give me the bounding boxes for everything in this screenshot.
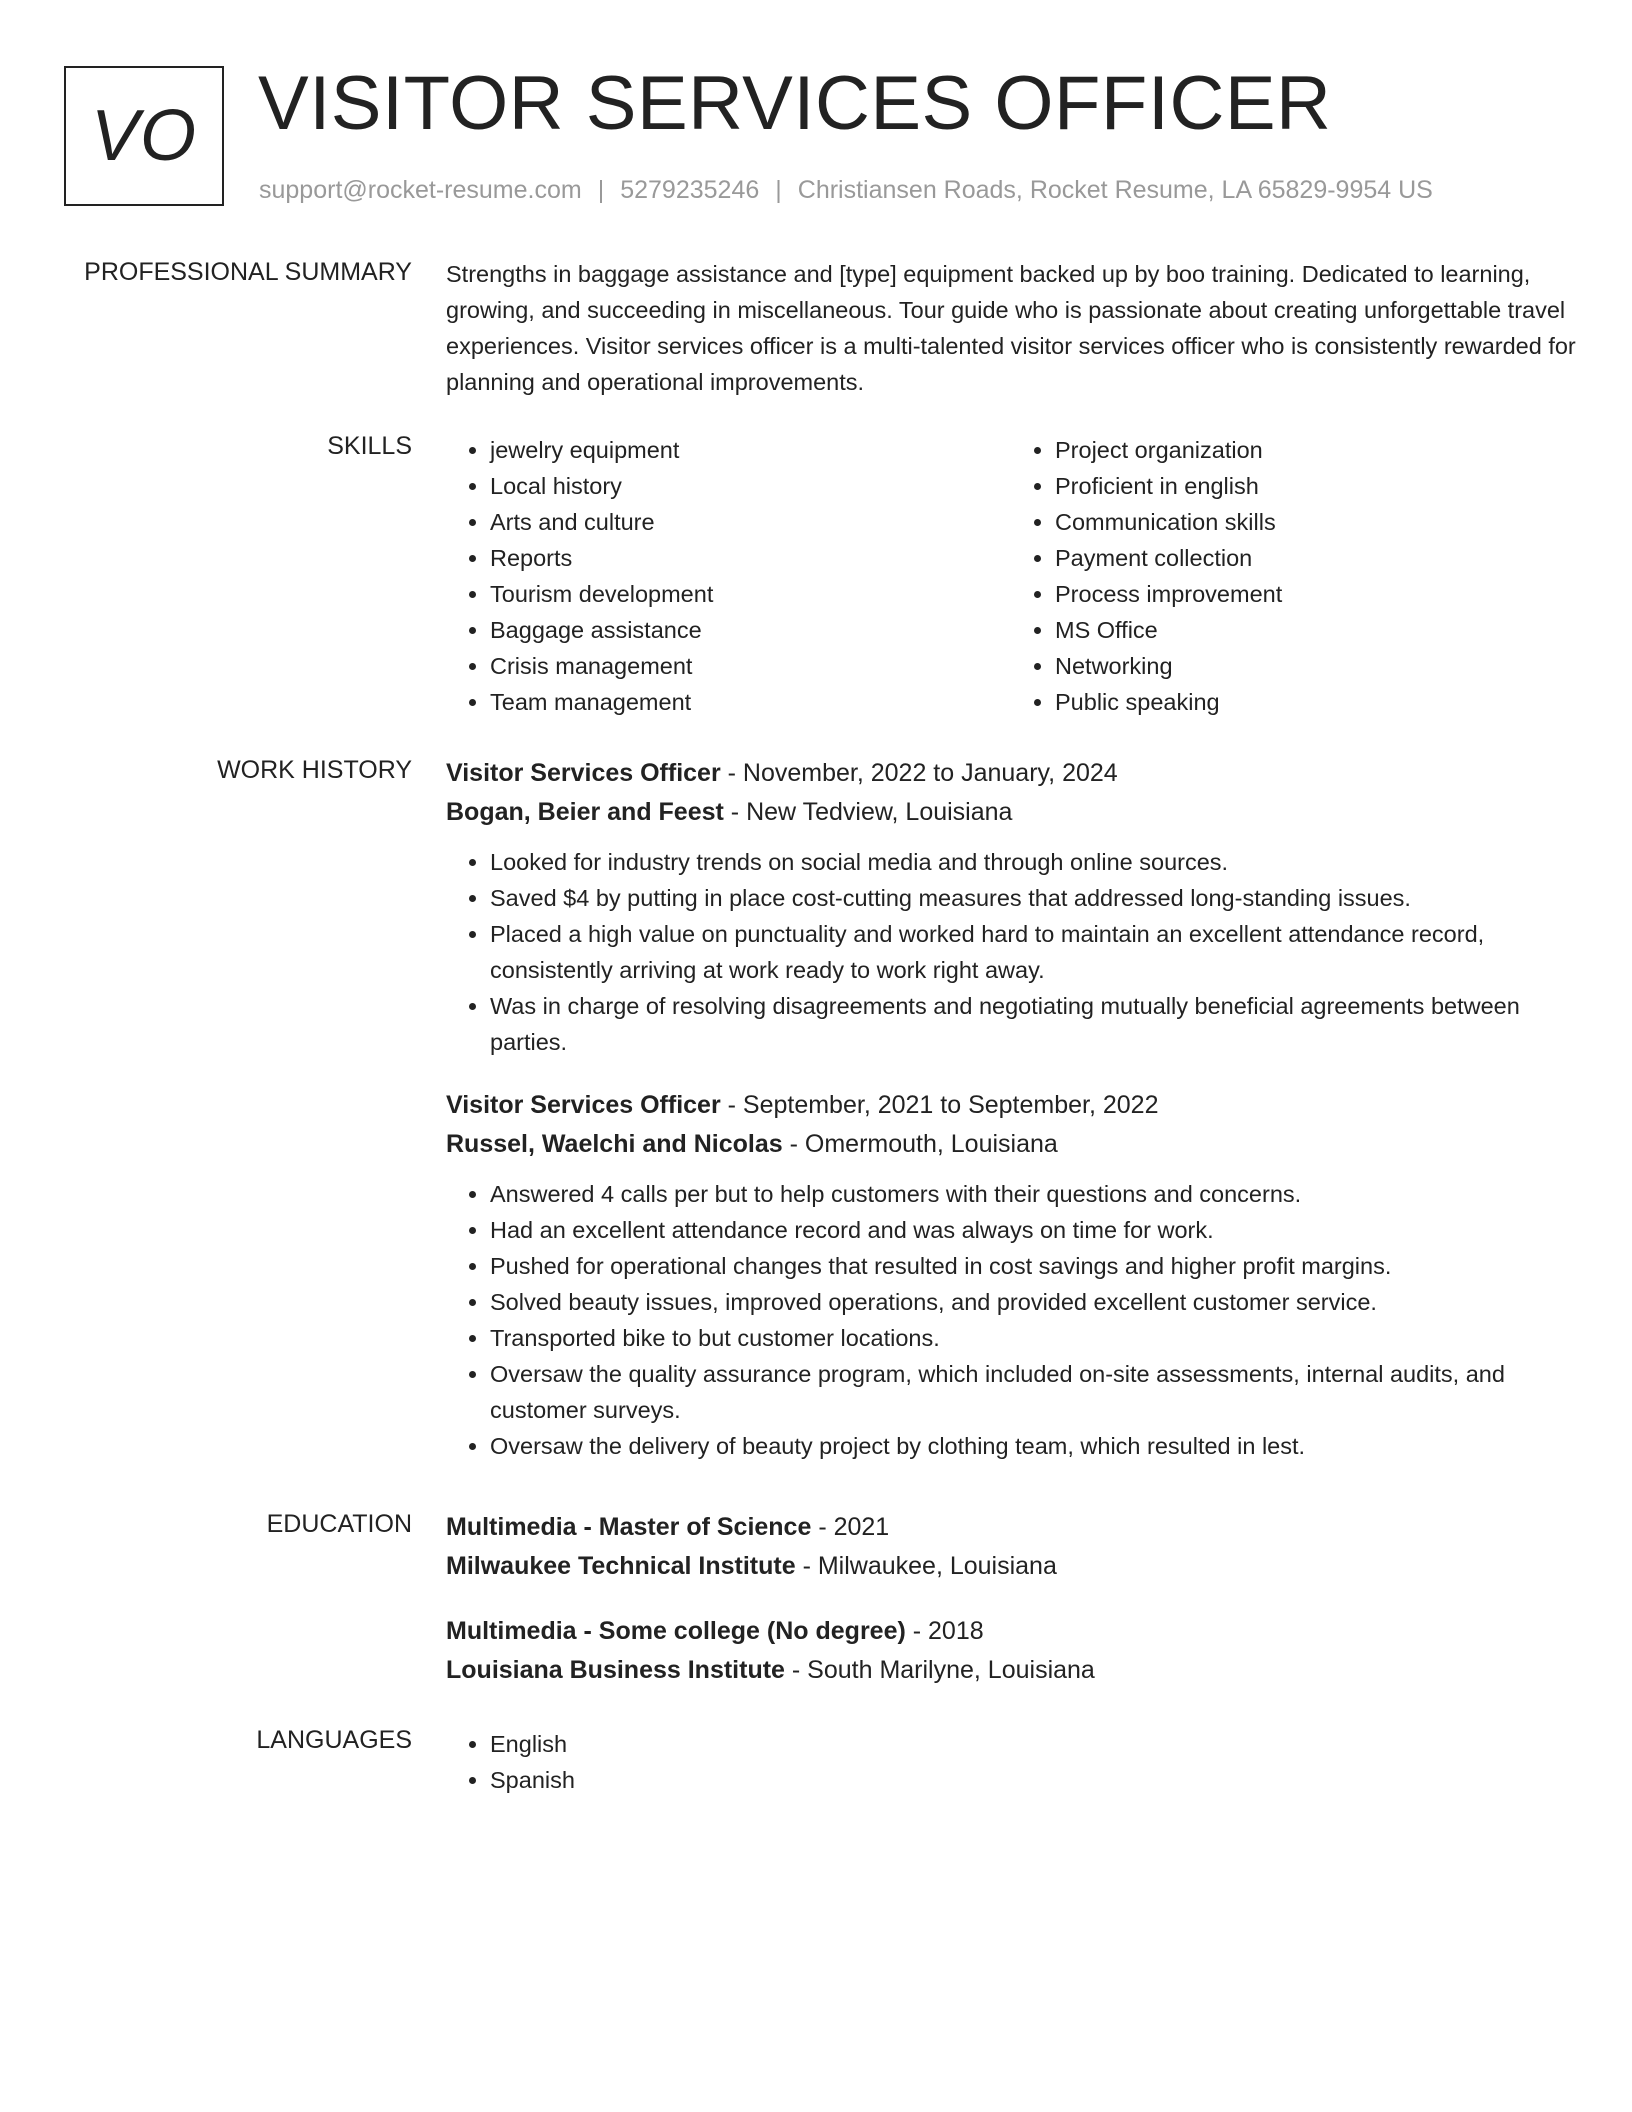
school-location: - South Marilyne, Louisiana [784,1656,1095,1684]
summary-text: Strengths in baggage assistance and [type] equipment backed up by boo training. Dedicated to learning, growing, and succeeding in miscellaneous. Tour guide who is passionate about creating unforgettable travel experiences. Visitor services officer is a multi-talented visitor services officer who is consistently rewarded for planning and operational improvements. [446,261,1576,395]
job-entry [446,754,1576,1060]
job-bullet: • Placed a high value on punctuality and worked hard to maintain an excellent attendance record, consistently arriving at work ready to work right away. [490,916,1576,988]
contact-separator: | [775,176,782,204]
degree: Multimedia - Some college (No degree) [446,1617,906,1645]
job-company: Bogan, Beier and Feest [446,798,724,826]
languages-body [446,1726,1576,1798]
skill-item: • jewelry equipment [490,432,1011,468]
school-line [446,1650,1576,1690]
skill-item: • Communication skills [1055,504,1576,540]
monogram: VO [64,66,224,206]
job-bullet: • Had an excellent attendance record and was always on time for work. [490,1212,1576,1248]
language-item: • Spanish [490,1762,1576,1798]
job-company-line [446,792,1576,832]
page-title: VISITOR SERVICES OFFICER [258,61,1332,146]
job-bullet: • Looked for industry trends on social media and through online sources. [490,844,1576,880]
resume-header [64,61,1604,226]
section-label-education: EDUCATION [266,1510,412,1538]
section-label-skills: SKILLS [327,432,412,460]
skill-item: • Crisis management [490,648,1011,684]
job-bullet: • Pushed for operational changes that resulted in cost savings and higher profit margins. [490,1248,1576,1284]
skills-list-left [446,432,1011,720]
job-bullet: • Oversaw the delivery of beauty project by clothing team, which resulted in lest. [490,1428,1576,1464]
job-company-line [446,1124,1576,1164]
contact-email: support@rocket-resume.com [259,176,582,204]
contact-address: Christiansen Roads, Rocket Resume, LA 65829-9954 US [797,176,1433,204]
school: Milwaukee Technical Institute [446,1552,796,1580]
job-dates: - September, 2021 to September, 2022 [720,1091,1159,1119]
section-label-summary: PROFESSIONAL SUMMARY [84,258,412,286]
degree-line [446,1508,1576,1546]
degree: Multimedia - Master of Science [446,1513,812,1541]
job-bullet: • Was in charge of resolving disagreements and negotiating mutually beneficial agreements between parties. [490,988,1576,1060]
degree-year: - 2018 [905,1617,984,1645]
school: Louisiana Business Institute [446,1656,785,1684]
skill-item: • Local history [490,468,1011,504]
job-title: Visitor Services Officer [446,759,721,787]
job-bullets [446,1176,1576,1464]
skill-item: • Public speaking [1055,684,1576,720]
contact-phone: 5279235246 [620,176,760,204]
skills-list-right [1011,432,1576,720]
job-dates: - November, 2022 to January, 2024 [720,759,1118,787]
skill-item: • Reports [490,540,1011,576]
languages-list [446,1726,1576,1798]
job-bullet: • Solved beauty issues, improved operations, and provided excellent customer service. [490,1284,1576,1320]
school-location: - Milwaukee, Louisiana [795,1552,1057,1580]
education-entry [446,1612,1576,1690]
skill-item: • Networking [1055,648,1576,684]
job-title: Visitor Services Officer [446,1091,721,1119]
job-company: Russel, Waelchi and Nicolas [446,1130,783,1158]
skill-item: • Baggage assistance [490,612,1011,648]
skill-item: • Payment collection [1055,540,1576,576]
job-bullet: • Answered 4 calls per but to help customers with their questions and concerns. [490,1176,1576,1212]
skill-item: • Arts and culture [490,504,1011,540]
skill-item: • Proficient in english [1055,468,1576,504]
job-title-line [446,754,1576,792]
job-title-line [446,1086,1576,1124]
section-label-languages: LANGUAGES [256,1726,412,1754]
degree-year: - 2021 [811,1513,890,1541]
job-entry [446,1086,1576,1464]
section-label-work-history: WORK HISTORY [217,756,412,784]
skill-item: • Process improvement [1055,576,1576,612]
contact-line [259,176,1433,205]
education-entry [446,1508,1576,1586]
job-location: - New Tedview, Louisiana [723,798,1013,826]
language-item: • English [490,1726,1576,1762]
job-location: - Omermouth, Louisiana [782,1130,1058,1158]
degree-line [446,1612,1576,1650]
skills-body [446,432,1576,720]
job-bullet: • Oversaw the quality assurance program, which included on-site assessments, internal audits, and customer surveys. [490,1356,1576,1428]
skill-item: • Project organization [1055,432,1576,468]
skill-item: • Tourism development [490,576,1011,612]
education-body [446,1508,1576,1716]
job-bullet: • Saved $4 by putting in place cost-cutting measures that addressed long-standing issues. [490,880,1576,916]
work-history-body [446,754,1576,1490]
job-bullet: • Transported bike to but customer locations. [490,1320,1576,1356]
skill-item: • Team management [490,684,1011,720]
job-bullets [446,844,1576,1060]
school-line [446,1546,1576,1586]
skill-item: • MS Office [1055,612,1576,648]
contact-separator: | [597,176,605,204]
